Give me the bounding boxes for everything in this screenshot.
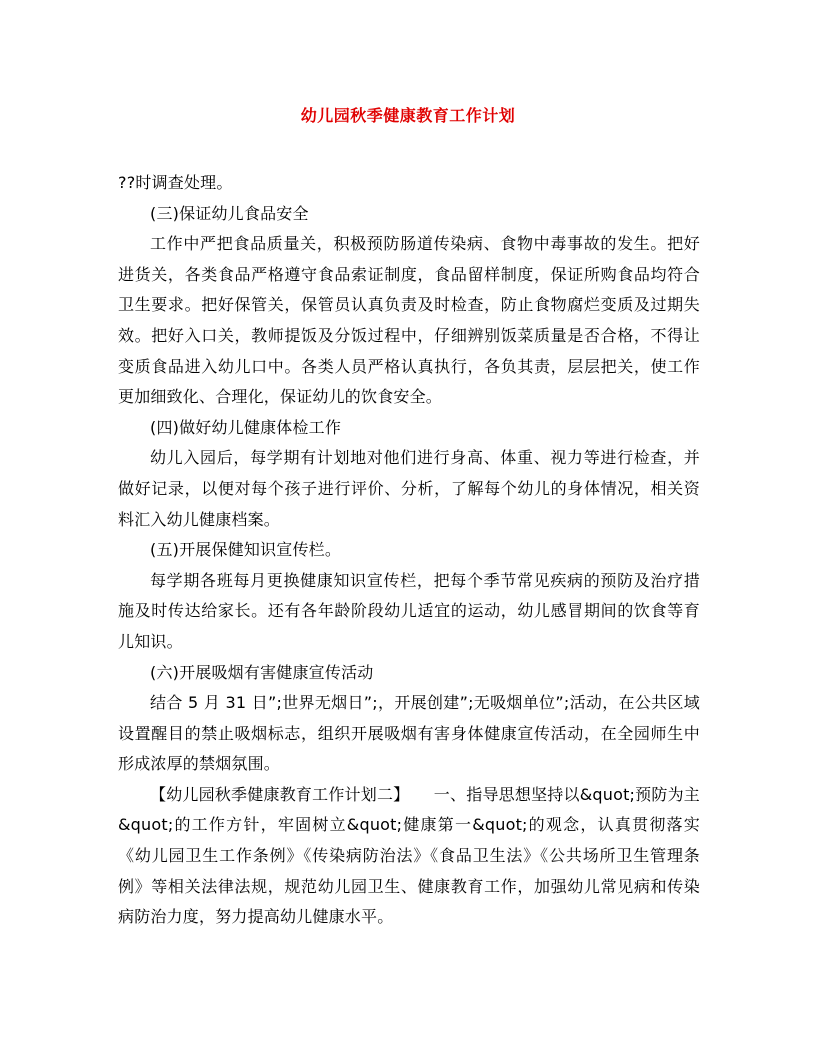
paragraph: ??时调查处理。 (118, 173, 233, 192)
paragraph: 每学期各班每月更换健康知识宣传栏，把每个季节常见疾病的预防及治疗措施及时传达给家长。还有各年龄阶段幼儿适宜的运动，幼儿感冒期间的饮食等育儿知识。 (118, 570, 700, 651)
paragraph: 工作中严把食品质量关，积极预防肠道传染病、食物中毒事故的发生。把好进货关，各类食品严格遵守食品索证制度，食品留样制度，保证所购食品均符合卫生要求。把好保管关，保管员认真负责及时检查，防止食物腐烂变质及过期失效。把好入口关，教师提饭及分饭过程中，仔细辨别饭菜质量是否合格，不得让变质食品进入幼儿口中。各类人员严格认真执行，各负其责，层层把关，使工作更加细致化、合理化，保证幼儿的饮食安全。 (118, 234, 700, 407)
section-heading: (四)做好幼儿健康体检工作 (150, 417, 342, 437)
paragraph: 幼儿入园后，每学期有计划地对他们进行身高、体重、视力等进行检查，并做好记录，以便对每个孩子进行评价、分析，了解每个幼儿的身体情况，相关资料汇入幼儿健康档案。 (118, 448, 700, 529)
paragraph: 结合 5 月 31 日”;世界无烟日”;，开展创建”;无吸烟单位”;活动，在公共区域设置醒目的禁止吸烟标志，组织开展吸烟有害身体健康宣传活动，在全园师生中形成浓厚的禁烟氛围。 (118, 693, 700, 774)
section-heading: (三)保证幼儿食品安全 (150, 203, 309, 223)
section-heading: (五)开展保健知识宣传栏。 (150, 540, 342, 560)
paragraph: 【幼儿园秋季健康教育工作计划二】 一、指导思想坚持以&quot;预防为主&quot;的工作方针，牢固树立&quot;健康第一&quot;的观念，认真贯彻落实《幼儿园卫生工作条例》《传染病防治法》《食品卫生法》《公共场所卫生管理条例》等相关法律法规，规范幼儿园卫生、健康教育工作，加强幼儿常见病和传染病防治力度，努力提高幼儿健康水平。 (118, 784, 700, 927)
document-title: 幼儿园秋季健康教育工作计划 (300, 106, 516, 125)
section-heading: (六)开展吸烟有害健康宣传活动 (150, 662, 374, 682)
document-body (118, 168, 700, 933)
